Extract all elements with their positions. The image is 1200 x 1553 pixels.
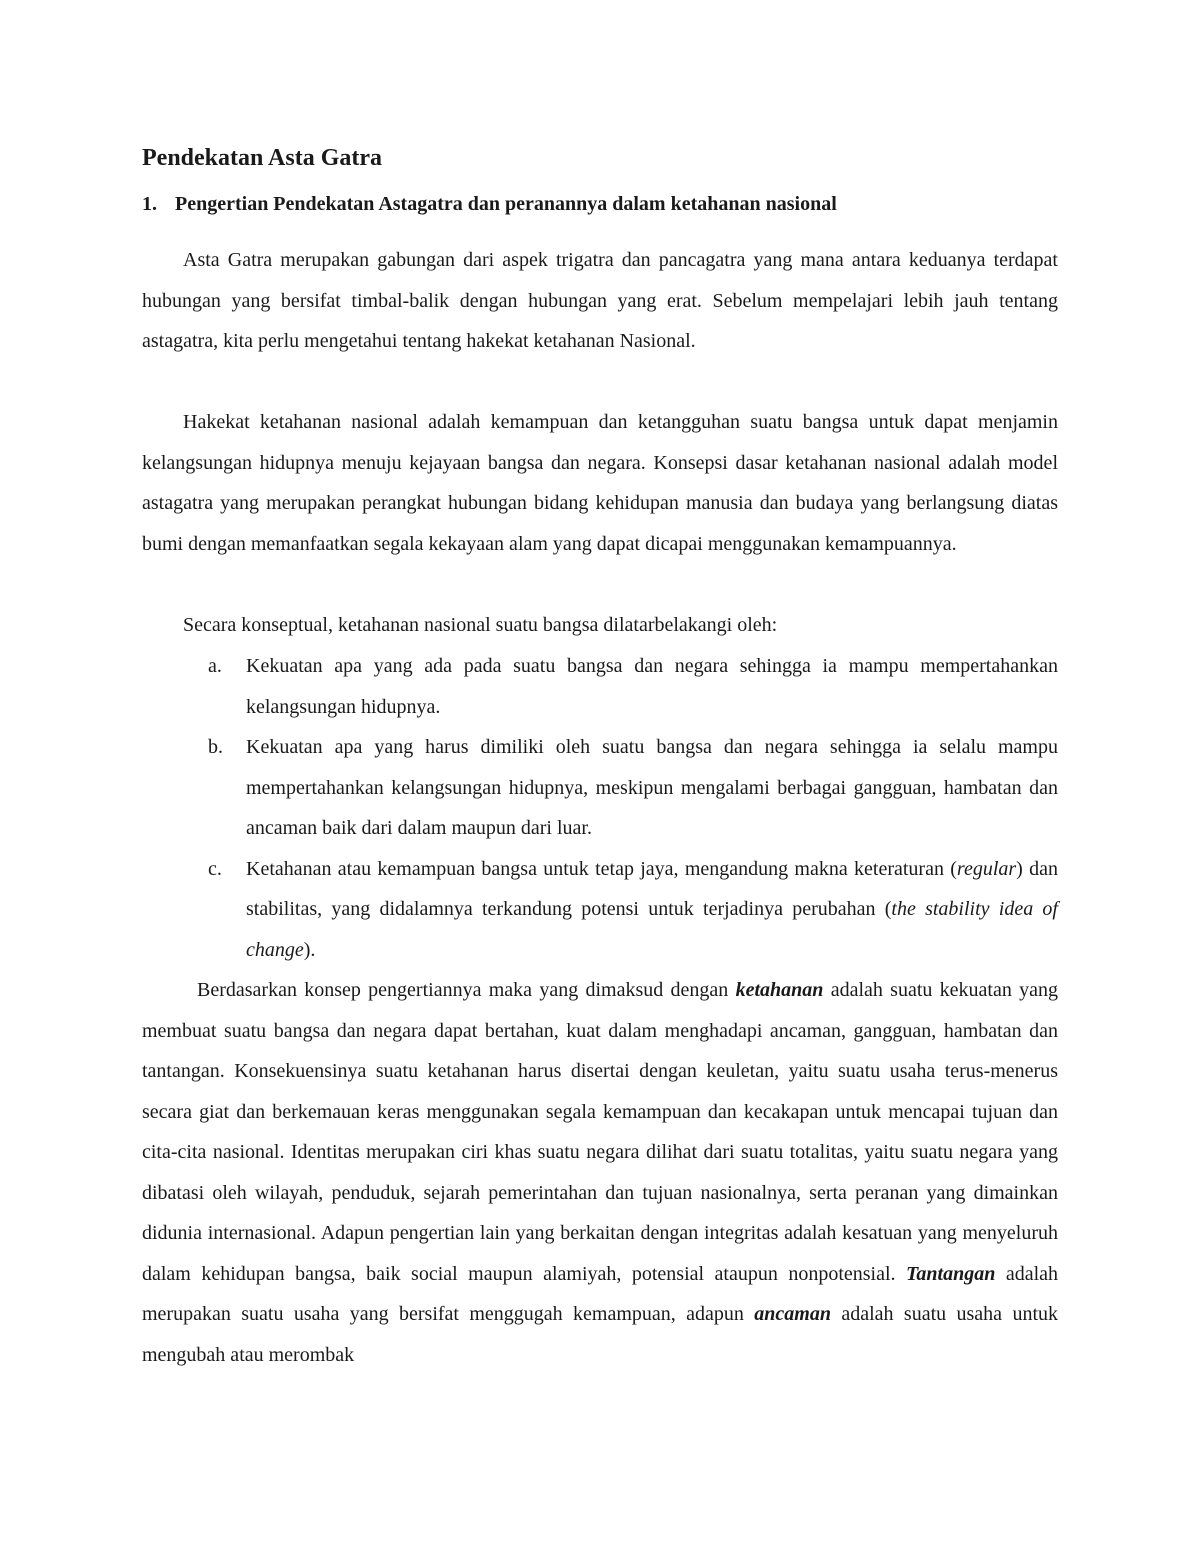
paragraph-4: [142, 970, 1058, 1375]
section-heading-text: Pengertian Pendekatan Astagatra dan peranannya dalam ketahanan nasional: [175, 193, 837, 215]
text-run: Berdasarkan konsep pengertiannya maka yang dimaksud dengan: [197, 979, 736, 1001]
list-marker: b.: [208, 736, 223, 758]
list-item: [208, 849, 1058, 971]
list-item-text: ).: [303, 938, 316, 961]
document-title: Pendekatan Asta Gatra: [142, 145, 382, 171]
list-marker: a.: [208, 655, 222, 677]
keyword-ancaman: ancaman: [754, 1303, 831, 1325]
paragraph-2: [142, 402, 1058, 564]
list-item-text: Kekuatan apa yang ada pada suatu bangsa dan negara sehingga ia mampu mempertahankan kelangsungan hidupnya.: [246, 655, 1058, 718]
paragraph-1: [142, 240, 1058, 362]
text-run: adalah suatu kekuatan yang membuat suatu bangsa dan negara dapat bertahan, kuat dalam menghadapi ancaman, gangguan, hambatan dan tantangan. Konsekuensinya suatu ketahanan harus disertai dengan keuletan, yaitu suatu usaha terus-menerus secara giat dan berkemauan keras menggunakan segala kemampuan dan kecakapan untuk mencapai tujuan dan cita-cita nasional. Identitas merupakan ciri khas suatu negara dilihat dari suatu totalitas, yaitu suatu negara yang dibatasi oleh wilayah, penduduk, sejarah pemerintahan dan tujuan nasionalnya, serta peranan yang dimainkan didunia internasional. Adapun pengertian lain yang berkaitan dengan integritas adalah kesatuan yang menyeluruh dalam kehidupan bangsa, baik social maupun alamiyah, potensial ataupun nonpotensial.: [142, 979, 1059, 1285]
list-item-text: ) dan stabilitas, yang didalamnya terkandung potensi untuk terjadinya perubahan (: [246, 857, 1058, 920]
paragraph-text: Secara konseptual, ketahanan nasional suatu bangsa dilatarbelakangi oleh:: [183, 614, 778, 636]
list-item-italic: regular: [956, 857, 1017, 880]
text-run: adalah suatu usaha untuk mengubah atau merombak: [142, 1303, 1058, 1366]
list-item: [208, 646, 1058, 727]
list-item-italic: the stability idea of change: [246, 898, 1058, 961]
list-item-text: Kekuatan apa yang harus dimiliki oleh suatu bangsa dan negara sehingga ia selalu mampu mempertahankan kelangsungan hidupnya, meskipun mengalami berbagai gangguan, hambatan dan ancaman baik dari dalam maupun dari luar.: [246, 736, 1058, 839]
list-item-text: Ketahanan atau kemampuan bangsa untuk tetap jaya, mengandung makna keteraturan (: [246, 857, 957, 880]
paragraph-text: Asta Gatra merupakan gabungan dari aspek trigatra dan pancagatra yang mana antara keduanya terdapat hubungan yang bersifat timbal-balik dengan hubungan yang erat. Sebelum mempelajari lebih jauh tentang astagatra, kita perlu mengetahui tentang hakekat ketahanan Nasional.: [142, 249, 1058, 352]
paragraph-3: [142, 605, 1058, 646]
keyword-ketahanan: ketahanan: [735, 979, 824, 1001]
paragraph-text: [142, 970, 1058, 1375]
text-run: adalah merupakan suatu usaha yang bersifat menggugah kemampuan, adapun: [142, 1262, 1059, 1325]
section-number: 1.: [142, 193, 157, 215]
section-heading: [142, 190, 837, 218]
paragraph-text: Hakekat ketahanan nasional adalah kemampuan dan ketangguhan suatu bangsa untuk dapat menjamin kelangsungan hidupnya menuju kejayaan bangsa dan negara. Konsepsi dasar ketahanan nasional adalah model astagatra yang merupakan perangkat hubungan bidang kehidupan manusia dan budaya yang berlangsung diatas bumi dengan memanfaatkan segala kekayaan alam yang dapat dicapai menggunakan kemampuannya.: [142, 411, 1058, 555]
keyword-tantangan: Tantangan: [906, 1262, 996, 1285]
list-item: [208, 727, 1058, 849]
list-marker: c.: [208, 857, 222, 880]
background-list: [208, 646, 1058, 970]
